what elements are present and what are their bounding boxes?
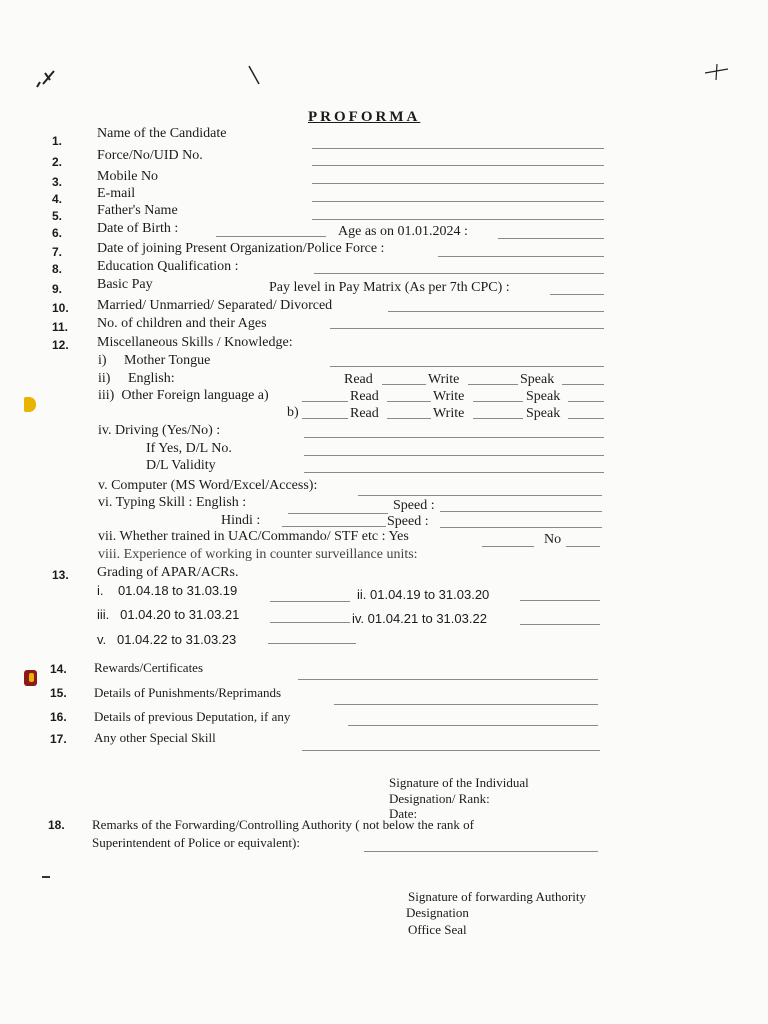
grading-period: i. 01.04.18 to 31.03.19 xyxy=(97,583,238,598)
sub-field-label: If Yes, D/L No. xyxy=(146,441,232,456)
fill-line xyxy=(364,851,598,852)
field-label: Superintendent of Police or equivalent): xyxy=(92,835,300,850)
sub-field-label: ii) English: xyxy=(98,371,175,386)
fill-line xyxy=(304,472,604,473)
field-label: Age as on 01.01.2024 : xyxy=(338,224,468,239)
write-label: Write xyxy=(433,406,465,421)
fill-line xyxy=(520,600,600,601)
forwarding-designation-label: Designation xyxy=(406,905,469,920)
page-title: PROFORMA xyxy=(308,109,421,125)
field-label: E-mail xyxy=(97,186,136,201)
sub-field-label: b) xyxy=(287,405,299,420)
side-tab-yellow xyxy=(24,397,36,412)
fill-line xyxy=(312,165,604,166)
item-number: 15. xyxy=(50,686,67,700)
fill-line xyxy=(288,513,388,514)
fill-line xyxy=(216,236,326,237)
grading-period: v. 01.04.22 to 31.03.23 xyxy=(97,632,237,647)
fill-line xyxy=(312,148,604,149)
item-number: 8. xyxy=(52,262,63,276)
date-label: Date: xyxy=(389,806,418,821)
grading-period: iii. 01.04.20 to 31.03.21 xyxy=(97,607,240,622)
fill-line xyxy=(568,418,604,419)
side-tab-red xyxy=(24,670,37,686)
item-number: 10. xyxy=(52,301,69,315)
grading-period: ii. 01.04.19 to 31.03.20 xyxy=(357,587,490,602)
fill-line xyxy=(270,622,350,623)
read-label: Read xyxy=(344,372,373,387)
office-seal-label: Office Seal xyxy=(408,922,467,937)
fill-line xyxy=(270,601,350,602)
fill-line xyxy=(388,311,604,312)
read-label: Read xyxy=(350,389,379,404)
fill-line xyxy=(330,366,604,367)
field-label: Date of Birth : xyxy=(97,221,179,236)
fill-line xyxy=(473,418,523,419)
sub-field-label: iii) Other Foreign language a) xyxy=(98,388,269,403)
write-label: Write xyxy=(428,372,460,387)
grading-period: iv. 01.04.21 to 31.03.22 xyxy=(352,611,487,626)
fill-line xyxy=(566,546,600,547)
fill-line xyxy=(387,401,431,402)
field-label: Education Qualification : xyxy=(97,259,239,274)
sub-field-label: iv. Driving (Yes/No) : xyxy=(98,423,221,438)
field-label: Date of joining Present Organization/Police Force : xyxy=(97,241,385,256)
item-number: 3. xyxy=(52,175,63,189)
sub-field-label: D/L Validity xyxy=(146,458,216,473)
no-label: No xyxy=(544,532,562,547)
fill-line xyxy=(302,750,600,751)
speak-label: Speak xyxy=(526,406,561,421)
fill-line xyxy=(520,624,600,625)
fill-line xyxy=(473,401,523,402)
sub-field-label: v. Computer (MS Word/Excel/Access): xyxy=(98,478,318,493)
designation-label: Designation/ Rank: xyxy=(389,791,490,806)
fill-line xyxy=(312,219,604,220)
item-number: 14. xyxy=(50,662,67,676)
pen-mark-slash xyxy=(246,64,262,86)
item-number: 13. xyxy=(52,568,69,582)
pen-mark-tick xyxy=(34,68,58,90)
fill-line xyxy=(568,401,604,402)
field-label: Details of Punishments/Reprimands xyxy=(94,685,282,700)
signature-label: Signature of the Individual xyxy=(389,775,529,790)
fill-line xyxy=(298,679,598,680)
pen-mark-plus xyxy=(702,62,730,82)
field-label: No. of children and their Ages xyxy=(97,316,267,331)
field-label: Married/ Unmarried/ Separated/ Divorced xyxy=(97,298,333,313)
field-label: Force/No/UID No. xyxy=(97,148,203,163)
sub-field-label: Hindi : xyxy=(221,513,261,528)
field-label: Basic Pay xyxy=(97,277,153,292)
fill-line xyxy=(348,725,598,726)
fill-line xyxy=(302,401,348,402)
item-number: 1. xyxy=(52,134,63,148)
fill-line xyxy=(314,273,604,274)
field-label: Mobile No xyxy=(97,169,159,184)
sub-field-label: i) Mother Tongue xyxy=(98,353,211,368)
fill-line xyxy=(330,328,604,329)
fill-line xyxy=(304,437,604,438)
fill-line xyxy=(482,546,534,547)
fill-line xyxy=(268,643,356,644)
fill-line xyxy=(312,183,604,184)
field-label: Rewards/Certificates xyxy=(94,660,204,675)
fill-line xyxy=(468,384,518,385)
write-label: Write xyxy=(433,389,465,404)
fill-line xyxy=(440,511,602,512)
read-label: Read xyxy=(350,406,379,421)
field-label: Miscellaneous Skills / Knowledge: xyxy=(97,335,293,350)
fill-line xyxy=(550,294,604,295)
item-number: 18. xyxy=(48,818,65,832)
speak-label: Speak xyxy=(520,372,555,387)
fill-line xyxy=(302,418,348,419)
fill-line xyxy=(304,455,604,456)
field-label: Father's Name xyxy=(97,203,178,218)
item-number: 4. xyxy=(52,192,63,206)
item-number: 6. xyxy=(52,226,63,240)
field-label: Any other Special Skill xyxy=(94,730,216,745)
fill-line xyxy=(438,256,604,257)
forwarding-signature-label: Signature of forwarding Authority xyxy=(408,889,586,904)
field-label: Name of the Candidate xyxy=(97,126,227,141)
fill-line xyxy=(358,495,602,496)
speak-label: Speak xyxy=(526,389,561,404)
fill-line xyxy=(562,384,604,385)
item-number: 17. xyxy=(50,732,67,746)
fill-line xyxy=(312,201,604,202)
item-number: 11. xyxy=(52,320,69,334)
item-number: 9. xyxy=(52,282,63,296)
speed-label: Speed : xyxy=(387,514,429,529)
fill-line xyxy=(440,527,602,528)
item-number: 5. xyxy=(52,209,63,223)
fill-line xyxy=(282,526,386,527)
fill-line xyxy=(387,418,431,419)
speed-label: Speed : xyxy=(393,498,435,513)
field-label: Pay level in Pay Matrix (As per 7th CPC) : xyxy=(269,280,510,295)
field-label: Grading of APAR/ACRs. xyxy=(97,565,239,580)
item-number: 7. xyxy=(52,245,63,259)
fill-line xyxy=(334,704,598,705)
fill-line xyxy=(498,238,604,239)
item-number: 2. xyxy=(52,155,63,169)
field-label: Details of previous Deputation, if any xyxy=(94,709,291,724)
fill-line xyxy=(382,384,426,385)
sub-field-label: vi. Typing Skill : English : xyxy=(98,495,247,510)
dash-mark xyxy=(42,876,50,878)
item-number: 12. xyxy=(52,338,69,352)
item-number: 16. xyxy=(50,710,67,724)
field-label: Remarks of the Forwarding/Controlling Authority ( not below the rank of xyxy=(92,817,474,832)
sub-field-label: vii. Whether trained in UAC/Commando/ STF etc : Yes xyxy=(98,529,409,544)
sub-field-label: viii. Experience of working in counter surveillance units: xyxy=(98,547,418,562)
